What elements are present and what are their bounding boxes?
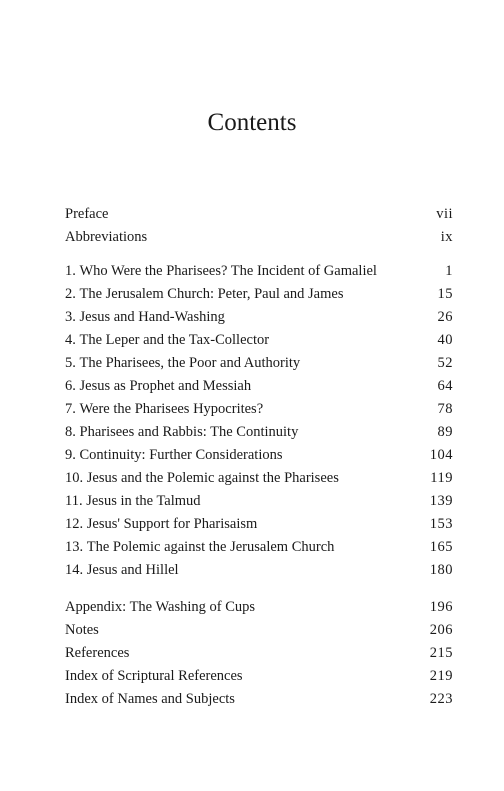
toc-entry-label: Index of Names and Subjects <box>65 691 235 707</box>
toc-page-number: 89 <box>437 424 453 440</box>
chapter-title: Were the Pharisees Hypocrites? <box>79 401 264 417</box>
toc-entry-index-scriptural <box>65 665 453 688</box>
chapter-number: 14. <box>65 562 84 578</box>
chapter-number: 2. <box>65 286 76 302</box>
toc-entry-label: Preface <box>65 206 109 222</box>
toc-page-number: 15 <box>437 286 453 302</box>
toc-page-number: vii <box>436 206 453 222</box>
chapter-number: 4. <box>65 332 76 348</box>
toc-chapter-14 <box>65 559 453 582</box>
toc-page-number: 165 <box>429 539 453 555</box>
toc-entry-index-names <box>65 688 453 711</box>
toc-chapter-8 <box>65 421 453 444</box>
toc-entry-label: Notes <box>65 622 99 638</box>
chapter-title: Jesus as Prophet and Messiah <box>79 378 252 394</box>
toc-entry-label: Index of Scriptural References <box>65 668 243 684</box>
toc-entry-appendix <box>65 596 453 619</box>
toc-page-number: 26 <box>437 309 453 325</box>
toc-entry-references <box>65 642 453 665</box>
toc-page-number: 215 <box>429 645 453 661</box>
page-title: Contents <box>207 109 297 136</box>
chapter-number: 5. <box>65 355 76 371</box>
chapter-number: 7. <box>65 401 76 417</box>
toc-chapter-2 <box>65 283 453 306</box>
chapter-title: Jesus in the Talmud <box>86 493 201 509</box>
chapter-title: Jesus and Hand-Washing <box>79 309 225 325</box>
toc-page-number: ix <box>440 229 453 245</box>
chapter-number: 6. <box>65 378 76 394</box>
toc-chapter-10 <box>65 467 453 490</box>
section-spacer <box>65 582 453 596</box>
chapter-title: Jesus and Hillel <box>86 562 179 578</box>
chapter-title: The Leper and the Tax-Collector <box>79 332 270 348</box>
chapter-title: Jesus and the Polemic against the Pharisees <box>86 470 339 486</box>
toc-entry-notes <box>65 619 453 642</box>
chapter-title: The Polemic against the Jerusalem Church <box>86 539 335 555</box>
chapter-number: 8. <box>65 424 76 440</box>
table-of-contents <box>65 203 453 711</box>
toc-chapter-11 <box>65 490 453 513</box>
toc-page-number: 52 <box>437 355 453 371</box>
chapter-title: Continuity: Further Considerations <box>79 447 283 463</box>
toc-page-number: 64 <box>437 378 453 394</box>
chapter-number: 3. <box>65 309 76 325</box>
toc-entry-abbreviations <box>65 226 453 249</box>
toc-chapter-7 <box>65 398 453 421</box>
toc-page-number: 223 <box>429 691 453 707</box>
toc-page-number: 219 <box>429 668 453 684</box>
toc-chapter-13 <box>65 536 453 559</box>
chapter-number: 10. <box>65 470 84 486</box>
toc-entry-label: Abbreviations <box>65 229 148 245</box>
chapter-title: Who Were the Pharisees? The Incident of Gamaliel <box>79 263 377 279</box>
toc-entry-preface <box>65 203 453 226</box>
toc-chapter-12 <box>65 513 453 536</box>
toc-chapter-6 <box>65 375 453 398</box>
toc-page-number: 104 <box>429 447 453 463</box>
chapter-number: 13. <box>65 539 84 555</box>
toc-page-number: 206 <box>429 622 453 638</box>
toc-page-number: 196 <box>429 599 453 615</box>
toc-page-number: 119 <box>430 470 453 486</box>
chapter-title: The Jerusalem Church: Peter, Paul and James <box>79 286 344 302</box>
toc-page-number: 180 <box>429 562 453 578</box>
chapter-title: Pharisees and Rabbis: The Continuity <box>79 424 299 440</box>
toc-chapter-1 <box>65 260 453 283</box>
toc-page-number: 78 <box>437 401 453 417</box>
toc-chapter-3 <box>65 306 453 329</box>
toc-page-number: 139 <box>429 493 453 509</box>
chapter-title: The Pharisees, the Poor and Authority <box>79 355 301 371</box>
chapter-number: 12. <box>65 516 84 532</box>
chapter-number: 11. <box>65 493 83 509</box>
toc-entry-label: Appendix: The Washing of Cups <box>65 599 256 615</box>
section-spacer <box>65 249 453 260</box>
toc-page-number: 40 <box>437 332 453 348</box>
toc-page-number: 1 <box>445 263 453 279</box>
chapter-number: 9. <box>65 447 76 463</box>
chapter-title: Jesus' Support for Pharisaism <box>86 516 258 532</box>
chapter-number: 1. <box>65 263 76 279</box>
toc-entry-label: References <box>65 645 130 661</box>
toc-chapter-5 <box>65 352 453 375</box>
toc-chapter-9 <box>65 444 453 467</box>
toc-page-number: 153 <box>429 516 453 532</box>
toc-chapter-4 <box>65 329 453 352</box>
